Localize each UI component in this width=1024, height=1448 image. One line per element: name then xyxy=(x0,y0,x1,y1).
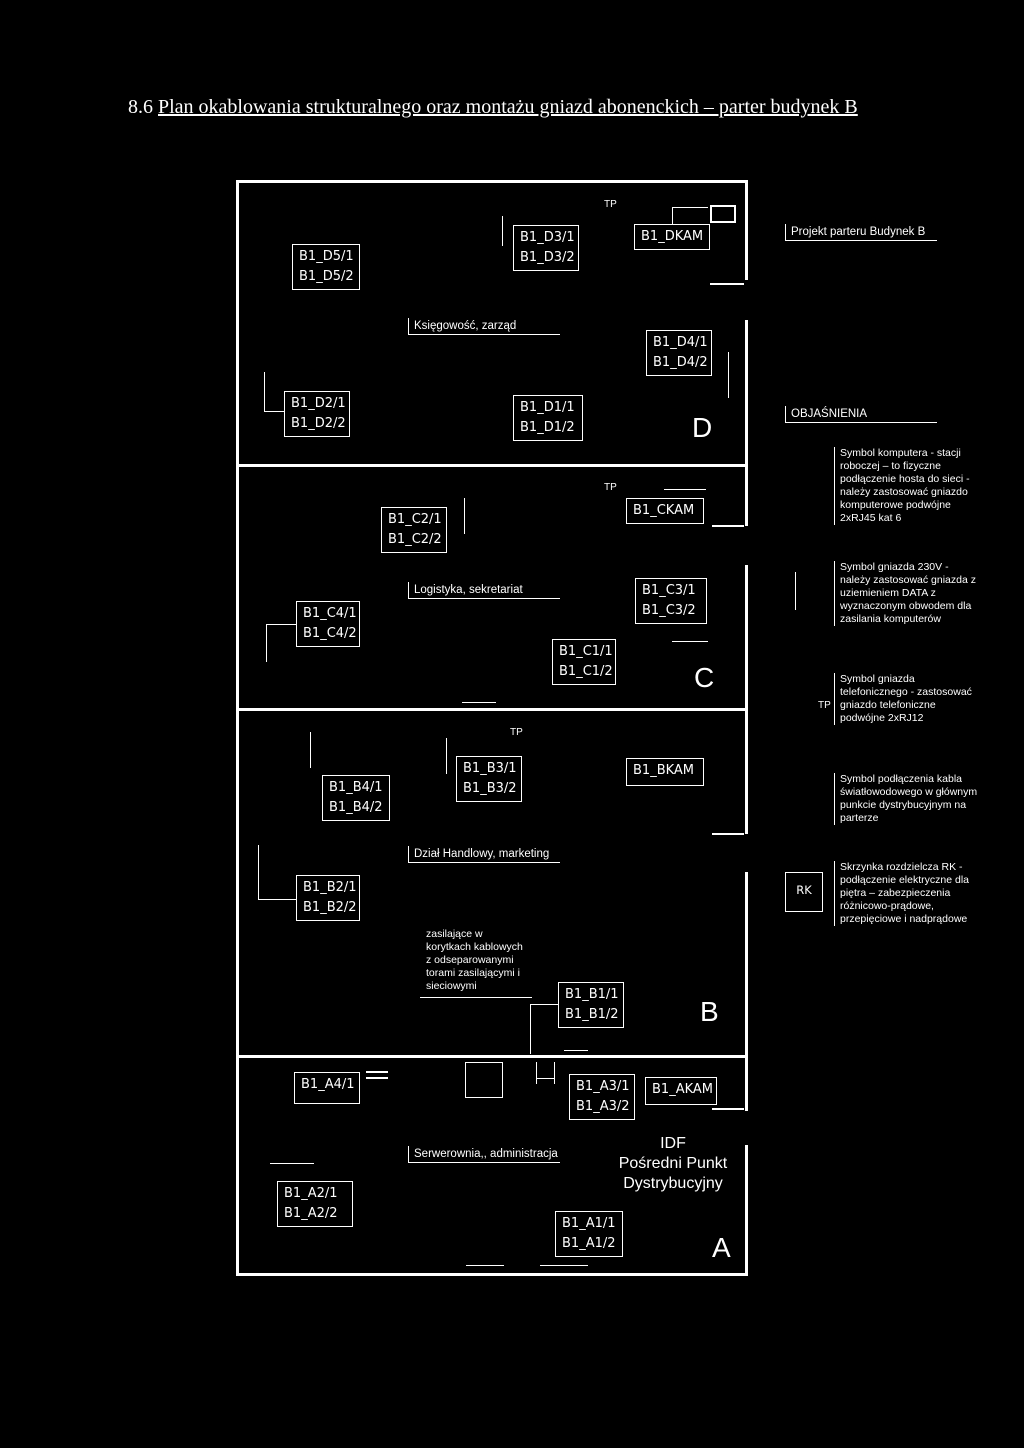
socket-box-a2: B1_A2/1 B1_A2/2 xyxy=(277,1181,353,1227)
building-wall-right-a1 xyxy=(745,1056,748,1111)
zone-letter-d: D xyxy=(692,412,713,443)
cable-line xyxy=(270,1163,314,1164)
cable-line xyxy=(464,498,465,534)
cable-line xyxy=(258,899,296,900)
building-wall-right-d1 xyxy=(745,180,748,280)
room-label-c: Logistyka, sekretariat xyxy=(408,582,560,599)
zone-divider-ba xyxy=(236,1055,748,1058)
building-wall-right-c1 xyxy=(745,466,748,526)
legend-rk-symbol: RK xyxy=(785,872,823,912)
building-wall-left xyxy=(236,180,239,1276)
room-label-d: Księgowość, zarząd xyxy=(408,318,560,335)
cable-line xyxy=(672,641,708,642)
building-wall-top xyxy=(236,180,748,183)
socket-box-d5: B1_D5/1 B1_D5/2 xyxy=(292,244,360,290)
cable-line xyxy=(462,702,496,703)
zone-divider-cb xyxy=(236,708,748,711)
socket-box-dkam: B1_DKAM xyxy=(634,224,710,250)
idf-label: IDF Pośredni Punkt Dystrybucyjny xyxy=(618,1135,728,1192)
cable-line xyxy=(672,207,708,208)
legend-item-rk: Skrzynka rozdzielcza RK - podłączenie elektryczne dla piętra – zabezpieczenia różnicowo-prądowe, przepięciowe i nadprądowe xyxy=(834,861,990,926)
legend-tp-symbol: TP xyxy=(818,700,831,711)
rack-panel-icon xyxy=(366,1071,388,1079)
cable-line xyxy=(258,845,259,900)
cable-line xyxy=(420,997,532,998)
cable-line xyxy=(554,1062,555,1084)
socket-box-a1: B1_A1/1 B1_A1/2 xyxy=(555,1211,623,1257)
legend-item-computer: Symbol komputera - stacji roboczej – to fizyczne podłączenie hosta do sieci - należy zastosować gniazdo komputerowe podwójne 2xRJ45 kat 6 xyxy=(834,447,990,525)
server-rack-icon xyxy=(465,1062,503,1098)
socket-box-b4: B1_B4/1 B1_B4/2 xyxy=(322,775,390,821)
cable-line xyxy=(728,352,729,398)
socket-box-c1: B1_C1/1 B1_C1/2 xyxy=(552,639,616,685)
cable-line xyxy=(712,525,744,527)
building-wall-right-b1 xyxy=(745,710,748,834)
legend-item-phone: Symbol gniazda telefonicznego - zastosować gniazdo telefoniczne podwójne 2xRJ12 xyxy=(834,673,990,725)
cable-line xyxy=(466,1265,504,1266)
socket-box-b1: B1_B1/1 B1_B1/2 xyxy=(558,982,624,1028)
cable-line xyxy=(266,624,267,662)
zone-letter-a: A xyxy=(712,1232,731,1263)
cable-line xyxy=(266,624,296,625)
room-label-a: Serwerownia,, administracja xyxy=(408,1146,560,1163)
cable-line xyxy=(264,411,284,412)
socket-box-d3: B1_D3/1 B1_D3/2 xyxy=(513,225,579,271)
legend-item-230v: Symbol gniazda 230V - należy zastosować gniazda z uziemieniem DATA z wyznaczonym obwodem dla zasilania komputerów xyxy=(834,561,990,626)
legend-project-title: Projekt parteru Budynek B xyxy=(785,224,937,241)
socket-box-akam: B1_AKAM xyxy=(645,1077,717,1105)
building-wall-right-a2 xyxy=(745,1145,748,1275)
cable-line xyxy=(536,1062,537,1084)
cable-line xyxy=(310,732,311,768)
cable-line xyxy=(502,216,503,246)
fiber-connector-icon xyxy=(710,205,736,223)
legend-item-fiber: Symbol podłączenia kabla światłowodowego w głównym punkcie dystrybucyjnym na parterze xyxy=(834,773,990,825)
room-label-b: Dział Handlowy, marketing xyxy=(408,846,560,863)
socket-box-a4: B1_A4/1 xyxy=(294,1072,360,1104)
socket-box-d4: B1_D4/1 B1_D4/2 xyxy=(646,330,712,376)
socket-box-d1: B1_D1/1 B1_D1/2 xyxy=(513,395,583,441)
cable-tray-note: zasilające w korytkach kablowych z odseparowanymi torami zasilającymi i sieciowymi xyxy=(426,928,523,992)
socket-box-c2: B1_C2/1 B1_C2/2 xyxy=(381,507,447,553)
cable-line xyxy=(712,833,744,835)
tp-label-b: TP xyxy=(510,727,523,738)
page-title: 8.6 Plan okablowania strukturalnego oraz montażu gniazd abonenckich – parter budynek B xyxy=(128,96,858,118)
cable-line xyxy=(530,1004,558,1005)
zone-letter-c: C xyxy=(694,662,715,693)
building-wall-right-d2 xyxy=(745,320,748,466)
cable-line xyxy=(672,207,673,225)
cable-line xyxy=(536,1078,554,1079)
socket-box-b2: B1_B2/1 B1_B2/2 xyxy=(296,875,360,921)
cable-line xyxy=(664,489,706,490)
cable-line xyxy=(564,1050,588,1051)
legend-230v-symbol xyxy=(795,572,796,610)
socket-box-bkam: B1_BKAM xyxy=(626,758,704,786)
socket-box-ckam: B1_CKAM xyxy=(626,498,704,524)
building-wall-right-c2 xyxy=(745,565,748,710)
cable-line xyxy=(712,1108,744,1110)
building-wall-right-b2 xyxy=(745,872,748,1056)
socket-box-b3: B1_B3/1 B1_B3/2 xyxy=(456,756,522,802)
cable-line xyxy=(540,1265,588,1266)
socket-box-c4: B1_C4/1 B1_C4/2 xyxy=(296,601,360,647)
cable-line xyxy=(710,283,744,285)
cable-line xyxy=(264,372,265,412)
cable-line xyxy=(446,738,447,774)
zone-divider-dc xyxy=(236,464,748,467)
tp-label-c: TP xyxy=(604,482,617,493)
zone-letter-b: B xyxy=(700,996,719,1027)
cable-line xyxy=(530,1004,531,1054)
tp-label-d: TP xyxy=(604,199,617,210)
building-wall-bottom xyxy=(236,1273,748,1276)
socket-box-a3: B1_A3/1 B1_A3/2 xyxy=(569,1074,635,1120)
socket-box-c3: B1_C3/1 B1_C3/2 xyxy=(635,578,707,624)
legend-header: OBJAŚNIENIA xyxy=(785,406,937,423)
socket-box-d2: B1_D2/1 B1_D2/2 xyxy=(284,391,350,437)
